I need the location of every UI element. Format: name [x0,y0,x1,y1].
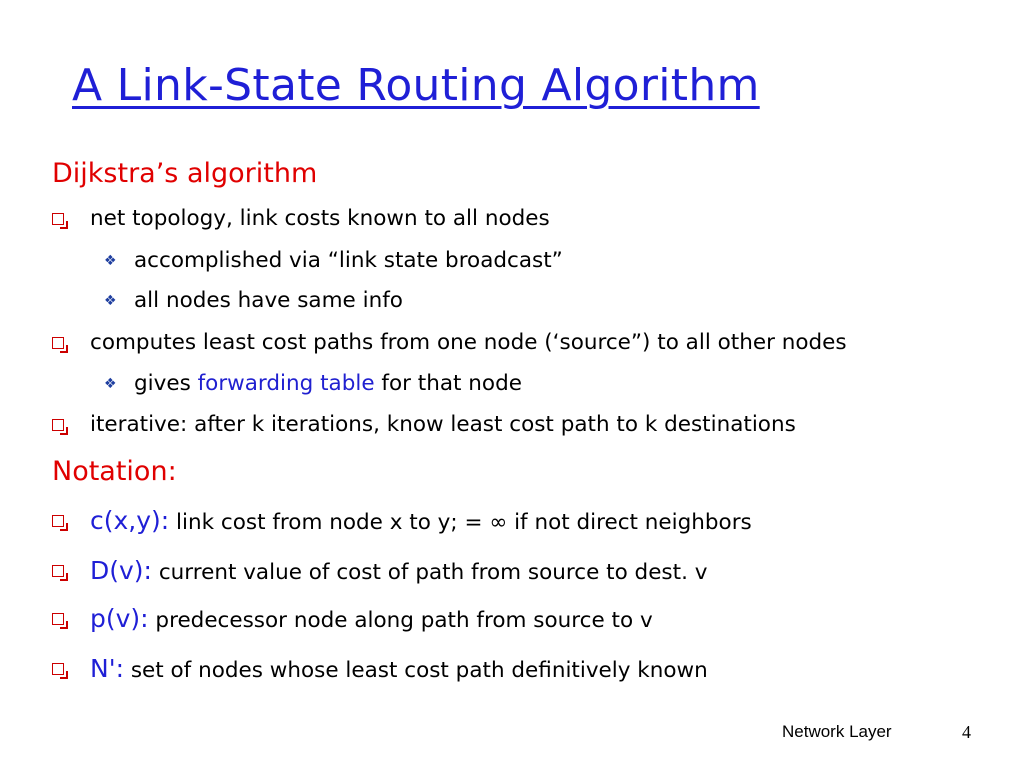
square-bullet-icon [52,419,64,431]
notation-definition: predecessor node along path from source to v [148,608,653,633]
subbullet-text: accomplished via “link state broadcast” [134,248,563,273]
notation-definition: set of nodes whose least cost path definitively known [124,658,708,683]
diamond-bullet-icon: ❖ [104,375,117,392]
subbullet-text: all nodes have same info [134,288,403,313]
subbullet-forwarding-table [104,371,522,396]
section-heading-dijkstra: Dijkstra’s algorithm [52,158,318,189]
notation-row-dv [52,556,707,585]
notation-text [90,556,708,585]
bullet-topology [52,206,550,231]
notation-definition: current value of cost of path from source to dest. v [151,560,708,585]
slide-title: A Link-State Routing Algorithm [72,60,760,111]
square-bullet-icon [52,337,64,349]
bullet-text: iterative: after k iterations, know least cost path to k destinations [90,412,796,437]
subbullet-same-info [104,288,403,313]
square-bullet-icon [52,515,64,527]
notation-text [90,654,708,683]
forwarding-table-highlight: forwarding table [197,371,375,396]
bullet-text: computes least cost paths from one node (‘source”) to all other nodes [90,330,847,355]
subbullet-broadcast [104,248,563,273]
notation-row-nprime [52,654,708,683]
square-bullet-icon [52,213,64,225]
notation-term: N': [90,654,124,683]
square-bullet-icon [52,663,64,675]
section-heading-notation: Notation: [52,456,177,487]
notation-row-cxy [52,506,752,535]
notation-text [90,506,752,535]
notation-text [90,604,653,633]
footer-label: Network Layer [782,722,892,741]
diamond-bullet-icon: ❖ [104,252,117,269]
notation-term: p(v): [90,604,149,633]
diamond-bullet-icon: ❖ [104,292,117,309]
square-bullet-icon [52,565,64,577]
subbullet-pre: gives [134,371,198,396]
square-bullet-icon [52,613,64,625]
notation-term: D(v): [90,556,152,585]
bullet-least-cost-paths [52,330,847,355]
bullet-text: net topology, link costs known to all nodes [90,206,550,231]
notation-definition: link cost from node x to y; = ∞ if not direct neighbors [169,510,752,535]
notation-term: c(x,y): [90,506,170,535]
subbullet-text [134,371,522,396]
bullet-iterative [52,412,796,437]
page-number: 4 [962,722,971,742]
subbullet-post: for that node [374,371,522,396]
notation-row-pv [52,604,653,633]
